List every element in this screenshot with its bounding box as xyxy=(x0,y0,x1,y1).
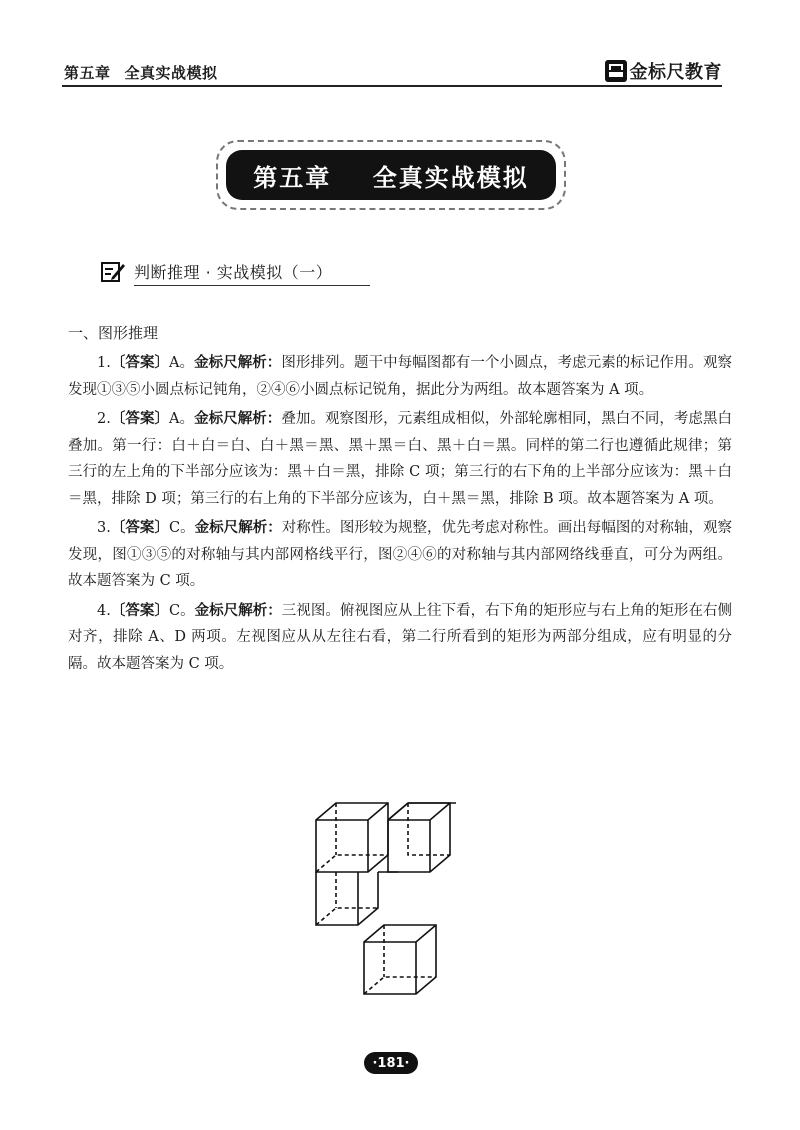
edit-note-icon xyxy=(100,258,126,284)
answer-tag: 〔答案〕 xyxy=(110,520,169,536)
analysis-label: 金标尺解析： xyxy=(194,411,282,427)
page-header xyxy=(62,52,722,86)
analysis-text: 叠加。观察图形，元素组成相似，外部轮廓相同，黑白不同，考虑黑白叠加。第一行：白＋白＝白、白＋黑＝黑、黑＋黑＝白、黑＋白＝黑。同样的第二行也遵循此规律；第三行的左上角的下半部分应该为：黑＋白＝黑，排除 C 项；第三行的右下角的上半部分应该为：黑＋白＝黑，排除 D 项；第三行的右上角的下半部分应该为，白＋黑＝黑，排除 B 项。故本题答案为 A 项。 xyxy=(68,411,733,507)
answer-choice: C。 xyxy=(168,602,195,619)
item-number: 4. xyxy=(97,602,111,619)
analysis-label: 金标尺解析： xyxy=(194,602,282,619)
analysis-label: 金标尺解析： xyxy=(194,520,282,536)
answer-tag: 〔答案〕 xyxy=(110,411,170,427)
answer-choice: A。 xyxy=(169,355,195,371)
section-underline xyxy=(134,285,370,286)
answer-item-4 xyxy=(68,598,732,678)
answer-list xyxy=(68,350,732,680)
answer-choice: C。 xyxy=(168,520,195,536)
page-number: ·181· xyxy=(364,1052,418,1074)
answer-item-2 xyxy=(68,406,732,512)
section-title: 判断推理 · 实战模拟（一） xyxy=(134,263,333,282)
subsection-title: 一、图形推理 xyxy=(68,324,159,342)
running-header-chapter: 第五章 xyxy=(64,64,111,82)
chapter-banner xyxy=(216,140,566,210)
analysis-label: 金标尺解析： xyxy=(194,355,282,371)
item-number: 1. xyxy=(97,355,111,371)
item-number: 2. xyxy=(97,411,111,427)
analysis-text: 对称性。图形较为规整，优先考虑对称性。画出每幅图的对称轴，观察发现，图①③⑤的对称轴与其内部网格线平行，图②④⑥的对称轴与其内部网络线垂直，可分为两组。故本题答案为 C 项。 xyxy=(68,520,733,589)
header-divider xyxy=(62,85,722,87)
running-header-title: 全真实战模拟 xyxy=(124,64,218,82)
item-number: 3. xyxy=(97,520,111,536)
section-heading xyxy=(100,256,380,290)
analysis-text: 三视图。俯视图应从上往下看，右下角的矩形应与右上角的矩形在右侧对齐，排除 A、D 两项。左视图应从从左往右看，第二行所看到的矩形为两部分组成，应有明显的分隔。故本题答案为 C 项。 xyxy=(68,602,733,672)
analysis-text: 图形排列。题干中每幅图都有一个小圆点，考虑元素的标记作用。观察发现①③⑤小圆点标记钝角，②④⑥小圆点标记锐角，据此分为两组。故本题答案为 A 项。 xyxy=(68,355,733,398)
answer-tag: 〔答案〕 xyxy=(110,602,169,619)
answer-tag: 〔答案〕 xyxy=(110,355,170,371)
brand-mark-icon xyxy=(605,60,627,82)
answer-item-1 xyxy=(68,350,732,403)
answer-choice: A。 xyxy=(169,411,195,427)
cube-stack-figure xyxy=(306,800,456,1000)
brand-logo xyxy=(605,58,723,84)
chapter-banner-box xyxy=(226,150,556,200)
chapter-title: 第五章 全真实战模拟 xyxy=(253,162,529,192)
answer-item-3 xyxy=(68,515,732,595)
brand-name: 金标尺教育 xyxy=(629,62,722,83)
running-header xyxy=(64,62,218,83)
